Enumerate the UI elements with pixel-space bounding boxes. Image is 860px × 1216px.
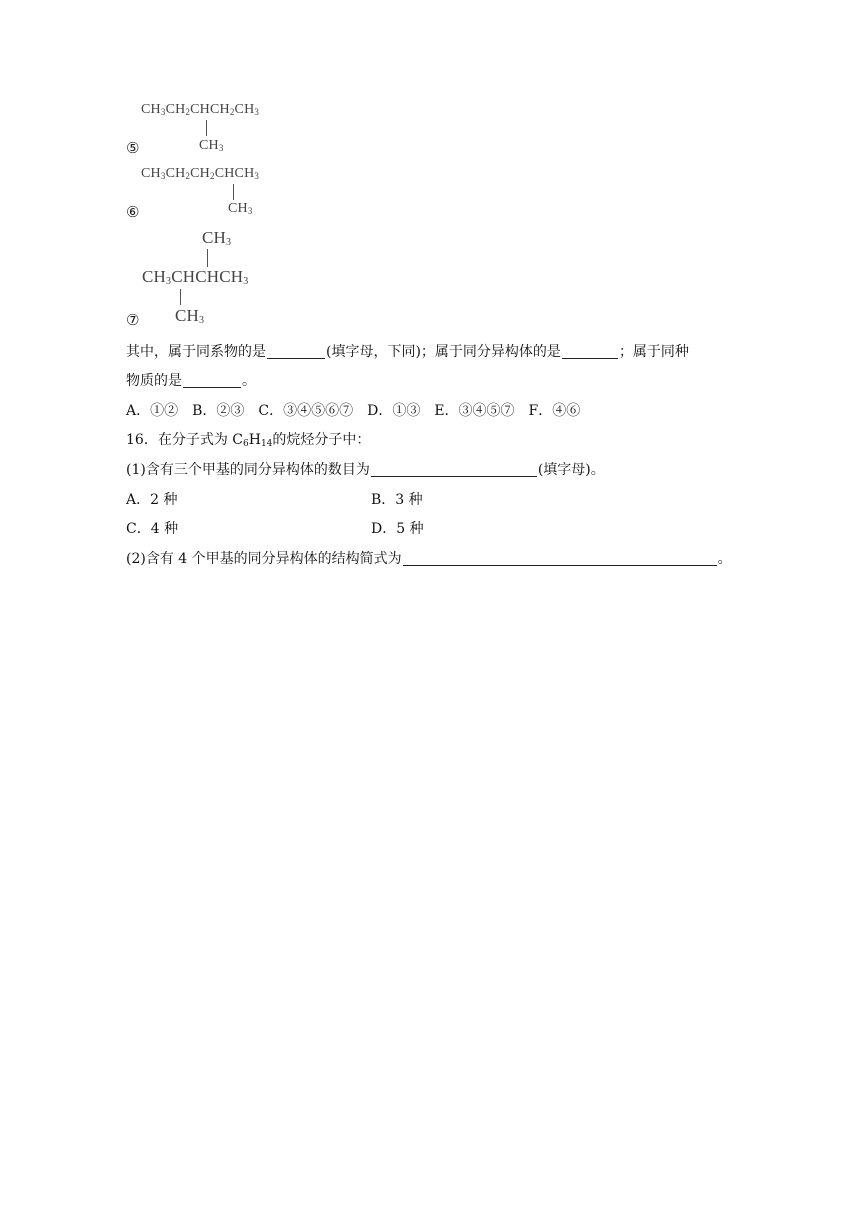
answer-blank-same-substance[interactable]	[183, 373, 241, 388]
structure-6-bond	[233, 184, 234, 200]
structure-7-bond-bottom	[180, 289, 181, 305]
structure-5-chain: $CH_3CH_2CHCH_2CH_3$	[141, 102, 260, 117]
structure-5-label: ⑤	[126, 139, 140, 157]
structure-6-branch: $CH_3$	[228, 201, 253, 216]
structure-7-branch-bottom: $CH_3$	[175, 306, 205, 326]
q15-line2: 物质的是 。	[126, 373, 256, 389]
option-b: B．3 种	[371, 492, 423, 508]
structure-6-chain: $CH_3CH_2CH_2CHCH_3$	[141, 166, 260, 181]
answer-blank-q16-1[interactable]	[371, 462, 537, 477]
q16-sub1: (1)含有三个甲基的同分异构体的数目为 (填字母)。	[126, 462, 605, 478]
q16-sub2: (2)含有 4 个甲基的同分异构体的结构简式为 。	[126, 551, 732, 567]
structure-5-branch: $CH_3$	[199, 138, 224, 153]
q15-line1: 其中，属于同系物的是 (填字母，下同)；属于同分异构体的是 ；属于同种	[126, 344, 689, 360]
q16-title: 16．在分子式为 $C_6H_{14}$的烷烃分子中：	[126, 432, 371, 449]
answer-blank-homolog[interactable]	[267, 344, 325, 359]
structure-7-bond-top	[207, 249, 208, 267]
structure-7-chain: $CH_3CHCHCH_3$	[142, 267, 249, 287]
option-a: A．2 种	[126, 492, 178, 508]
structure-6-label: ⑥	[126, 203, 140, 221]
q15-options: A．①② B．②③ C．③④⑤⑥⑦ D．①③ E．③④⑤⑦ F．④⑥	[126, 403, 581, 419]
structure-5-bond	[206, 120, 207, 136]
option-c: C．4 种	[126, 521, 179, 537]
structure-7-label: ⑦	[126, 311, 140, 329]
answer-blank-isomer[interactable]	[562, 344, 618, 359]
answer-blank-q16-2[interactable]	[403, 551, 717, 566]
option-d: D．5 种	[371, 521, 424, 537]
structure-7-branch-top: $CH_3$	[202, 228, 232, 248]
